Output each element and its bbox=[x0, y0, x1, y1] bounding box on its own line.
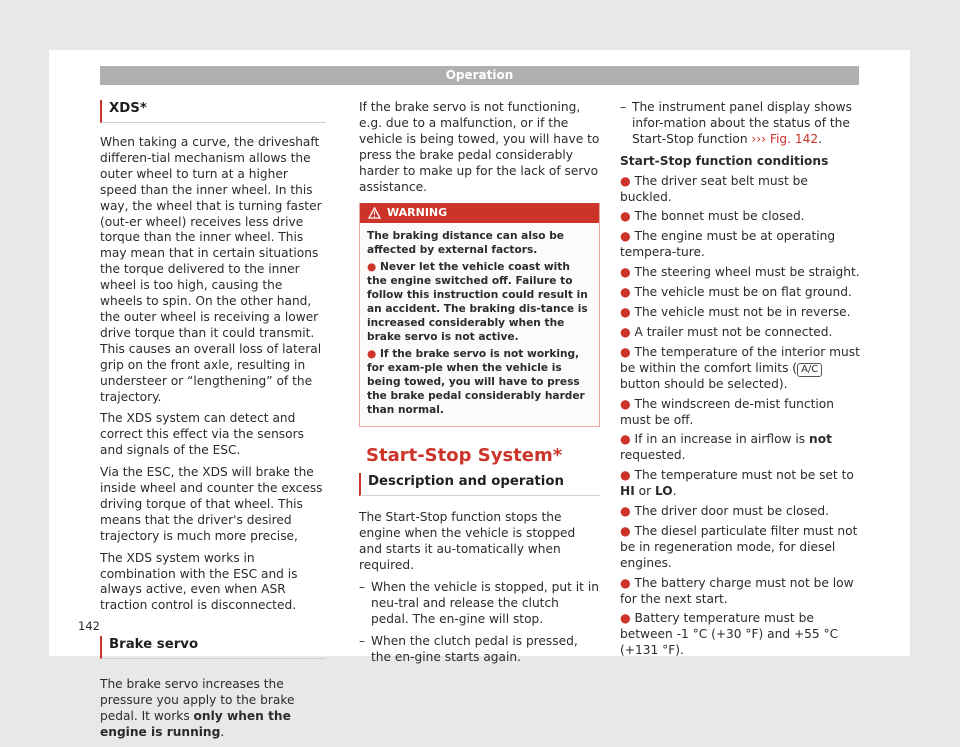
brake-servo-failure-paragraph: If the brake servo is not functioning, e.g. due to a malfunction, or if the vehicle is being towed, you will have to press the brake pedal considerably harder to make up for the lack of servo assistance. bbox=[359, 100, 600, 194]
brake-servo-paragraph: The brake servo increases the pressure you apply to the brake pedal. It works only when the engine is running. bbox=[100, 677, 295, 739]
brake-servo-heading: Brake servo bbox=[100, 636, 326, 659]
column-right bbox=[620, 100, 860, 663]
condition-6: ● The vehicle must not be in reverse. bbox=[620, 304, 851, 319]
condition-15: ● Battery temperature must be between -1 °C (+30 °F) and +55 °C (+131 °F). bbox=[620, 611, 839, 658]
start-stop-intro: The Start-Stop function stops the engine when the vehicle is stopped and starts it au-tomatically when required. bbox=[359, 510, 576, 573]
warning-bullet-1: ● Never let the vehicle coast with the engine switched off. Failure to follow this instruction could result in an accident. The braking dis-tance is increased considerably when the brake servo is not active. bbox=[367, 261, 588, 344]
condition-11: ● The temperature must not be set to HI or LO. bbox=[620, 468, 854, 499]
dash-item-1: – When the vehicle is stopped, put it in neu-tral and release the clutch pedal. The en-gine will stop. bbox=[359, 580, 599, 626]
warning-bullet-2: ● If the brake servo is not working, for exam-ple when the vehicle is being towed, you will have to press the brake pedal considerably harder than normal. bbox=[367, 348, 585, 417]
xds-paragraph-2: The XDS system can detect and correct this effect via the sensors and signals of the ESC. bbox=[100, 411, 304, 458]
ac-key-icon: A/C bbox=[797, 363, 822, 377]
warning-header bbox=[360, 203, 599, 223]
xds-paragraph-3: Via the ESC, the XDS will brake the inside wheel and counter the excess driving torque of that wheel. This means that the driver's desired trajectory is much more precise, bbox=[100, 465, 323, 543]
condition-3: ● The engine must be at operating tempera-ture. bbox=[620, 229, 836, 260]
description-operation-heading: Description and operation bbox=[359, 473, 600, 496]
manual-page bbox=[49, 50, 910, 739]
dash-item-2: – When the clutch pedal is pressed, the en-gine starts again. bbox=[359, 633, 578, 664]
dash-item-3: – The instrument panel display shows infor-mation about the status of the Start-Stop function ››› Fig. 142. bbox=[620, 100, 852, 146]
column-left bbox=[100, 100, 326, 747]
warning-box bbox=[359, 203, 600, 427]
figure-reference-link[interactable]: ››› Fig. 142 bbox=[751, 131, 819, 146]
condition-5: ● The vehicle must be on flat ground. bbox=[620, 285, 852, 300]
xds-paragraph-1: When taking a curve, the driveshaft differen-tial mechanism allows the outer wheel to turn at a higher speed than the inner wheel. In this way, the wheel that is turning faster (out-er wheel) receives less drive torque than the inner wheel. This may mean that in certain situations the torque delivered to the inner wheel is too high, causing the wheels to spin. On the other hand, the outer wheel is receiving a lower drive torque than it could transmit. This causes an overall loss of lateral grip on the front axle, resulting in understeer or “lengthening” of the trajectory. bbox=[100, 135, 322, 404]
condition-12: ● The driver door must be closed. bbox=[620, 504, 830, 519]
page-number: 142 bbox=[78, 619, 100, 633]
warning-intro: The braking distance can also be affected by external factors. bbox=[367, 230, 564, 257]
condition-7: ● A trailer must not be connected. bbox=[620, 324, 833, 339]
condition-10: ● If in an increase in airflow is not requested. bbox=[620, 432, 832, 463]
condition-13: ● The diesel particulate filter must not be in regeneration mode, for diesel engines. bbox=[620, 523, 858, 570]
condition-14: ● The battery charge must not be low for the next start. bbox=[620, 575, 854, 606]
condition-2: ● The bonnet must be closed. bbox=[620, 209, 805, 224]
warning-triangle-icon bbox=[368, 207, 381, 219]
xds-heading: XDS* bbox=[100, 100, 326, 123]
condition-4: ● The steering wheel must be straight. bbox=[620, 265, 860, 280]
warning-label: WARNING bbox=[387, 206, 448, 220]
condition-1: ● The driver seat belt must be buckled. bbox=[620, 173, 808, 204]
xds-paragraph-4: The XDS system works in combination with the ESC and is always active, even when ASR traction control is disconnected. bbox=[100, 550, 298, 613]
warning-body bbox=[360, 223, 599, 426]
column-middle bbox=[359, 100, 600, 672]
start-stop-section-title: Start-Stop System* bbox=[366, 445, 563, 467]
conditions-heading: Start-Stop function conditions bbox=[620, 153, 829, 168]
section-header-bar: Operation bbox=[100, 66, 859, 85]
condition-8: ● The temperature of the interior must be within the comfort limits ( A/C button should be selected). bbox=[620, 344, 860, 391]
condition-9: ● The windscreen de-mist function must be off. bbox=[620, 396, 834, 427]
